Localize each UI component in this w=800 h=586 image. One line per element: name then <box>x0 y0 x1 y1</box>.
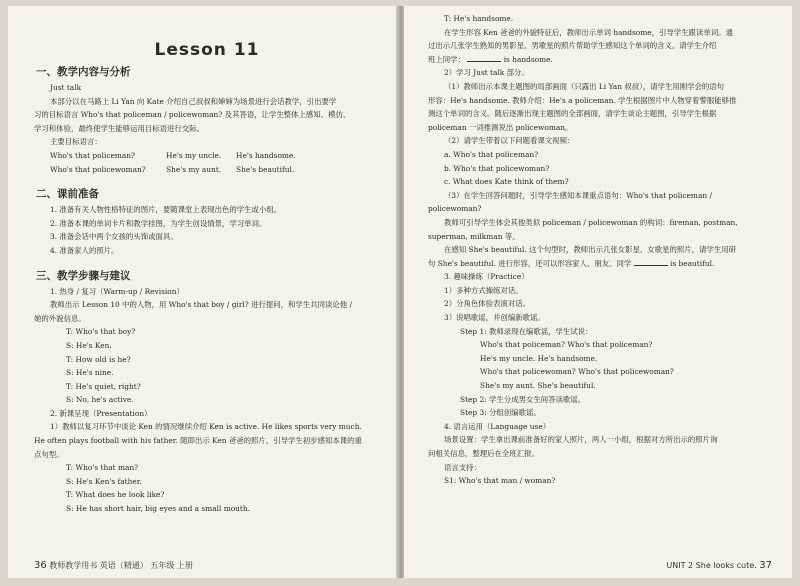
text-line: 在感知 She's beautiful. 这个句型时，教师出示几张女影星、女歌星的照片，请学生用研 <box>444 245 736 255</box>
question-line: a. Who's that policeman? <box>444 149 539 159</box>
target-language-table <box>34 149 380 176</box>
section-heading-prep: 二、课前准备 <box>36 188 99 201</box>
dialog-line: S1: Who's that man / woman? <box>444 476 556 486</box>
text-line: 形容：He's handsome. 教师介绍：He's a policeman. 学生根据图片中人物穿着警服能够推 <box>428 95 737 105</box>
text-fragment: is handsome. <box>503 54 553 64</box>
text-line: 本部分以在马路上 Li Yan 向 Kate 介绍自己叔叔和婶婶为场景进行会话教学，引出要学 <box>50 96 337 106</box>
target-cell: He's handsome. <box>236 150 296 160</box>
text-line: 1. 准备有关人物性格特征的图片，要随课堂上表现出色的学生或小组。 <box>50 205 282 215</box>
text-line: Just talk <box>50 83 82 92</box>
page-footer-right <box>666 560 772 571</box>
text-line: policewoman? <box>428 204 482 214</box>
dialog-line: T: How old is he? <box>66 354 131 364</box>
lesson-title: Lesson 11 <box>154 40 260 60</box>
dialog-line: T: He's handsome. <box>444 14 514 23</box>
left-page <box>8 6 398 578</box>
text-fragment: is beautiful. <box>670 258 715 268</box>
text-line: 教师可引导学生体会其他类似 policeman / policewoman 的构词：fireman, postman, <box>444 217 738 227</box>
text-line: 过出示几张学生熟知的男影星、男歌星的照片帮助学生感知这个单词的含义。请学生介绍 <box>428 41 717 51</box>
text-line: 语言支持： <box>444 462 481 472</box>
text-line: 场景设置：学生拿出课前准备好的家人照片，两人一小组，根据对方所出示的照片询 <box>444 435 718 445</box>
footer-text: 教师教学用书 英语（精通） 五年级 上册 <box>49 561 193 570</box>
dialog-line: T: Who's that boy? <box>66 327 136 337</box>
footer-text: UNIT 2 She looks cute. <box>666 561 757 570</box>
text-line: 3. 趣味操练（Practice） <box>444 272 529 282</box>
dialog-line: S: He's Ken. <box>66 340 112 350</box>
target-cell: She's my aunt. <box>166 164 222 174</box>
dialog-line: S: No, he's active. <box>66 395 134 405</box>
text-line: 2）分角色体验表演对话。 <box>444 299 531 309</box>
text-line <box>428 53 772 67</box>
target-cell: He's my uncle. <box>166 150 222 160</box>
text-line: 2. 新课呈现（Presentation） <box>50 408 152 418</box>
text-line <box>428 257 772 271</box>
fill-blank <box>467 54 501 62</box>
text-line: 2）学习 Just talk 部分。 <box>444 68 529 78</box>
text-line: 她的外貌信息。 <box>34 313 86 323</box>
text-line: He often plays football with his father. 随即出示 Ken 爸爸的照片，引导学生初步感知本课的重 <box>34 436 362 446</box>
text-line: 测这个单词的含义。随后逐渐出现主题图的全部画面，请学生谈论主题图，引导学生根据 <box>428 109 717 119</box>
text-line: 1. 热身 / 复习（Warm-up / Revision） <box>50 286 184 296</box>
fill-blank <box>634 258 668 266</box>
text-line: 主要目标语言： <box>50 137 102 147</box>
text-line: policeman 一词推测说出 policewoman。 <box>428 122 573 132</box>
section-heading-steps: 三、教学步骤与建议 <box>36 269 131 282</box>
text-line: superman, milkman 等。 <box>428 231 520 241</box>
question-line: c. What does Kate think of them? <box>444 177 569 187</box>
chant-line: He's my uncle. He's handsome. <box>480 353 598 363</box>
text-line: Step 1: 教师录现在编歌谣，学生试说： <box>460 326 593 336</box>
text-line: （1）教师出示本课主题图的局部画面（只露出 Li Yan 叔叔），请学生用刚学会的语句 <box>444 81 725 91</box>
chant-line: Who's that policeman? Who's that policeman? <box>480 340 653 350</box>
target-cell: Who's that policeman? <box>50 150 135 160</box>
dialog-line: T: What does he look like? <box>66 490 165 500</box>
chant-line: Who's that policewoman? Who's that policewoman? <box>480 367 674 377</box>
section-heading-content: 一、教学内容与分析 <box>36 66 131 78</box>
text-line: 问相关信息，整理后在全班汇报。 <box>428 449 539 458</box>
question-line: b. Who's that policewoman? <box>444 163 550 173</box>
text-line: 3. 准备会话中两个女孩的头饰或面具。 <box>50 232 178 242</box>
text-line: 4. 准备家人的照片。 <box>50 245 119 255</box>
text-line: 习的目标语言 Who's that policeman / policewoman? 及其答语，让学生整体上感知、模仿、 <box>34 110 351 120</box>
text-line: 教师出示 Lesson 10 中的人物，用 Who's that boy / girl? 进行提问，和学生共同谈论他 / <box>50 300 352 310</box>
text-line: （3）在学生回答问题时，引导学生感知本课重点语句：Who's that policeman / <box>444 190 712 200</box>
page-number: 37 <box>759 560 772 571</box>
text-line: 3）说唱歌谣，并创编新歌谣。 <box>444 313 545 323</box>
text-line: 1）教师以复习环节中谈论 Ken 的情况继续介绍 Ken is active. He likes sports very much. <box>50 422 362 432</box>
text-line: 2. 准备本课的单词卡片和教学挂图，为学生创设情景，学习单词。 <box>50 218 267 228</box>
dialog-line: S: He has short hair, big eyes and a small mouth. <box>66 504 251 514</box>
target-cell: Who's that policewoman? <box>50 164 146 174</box>
text-line: 1）多种方式操练对话。 <box>444 285 523 295</box>
text-line: （2）请学生带着以下问题看课文视频： <box>444 136 575 146</box>
right-page <box>404 6 792 578</box>
text-fragment: 班上同学： <box>428 54 465 64</box>
text-line: Step 2: 学生分成男女生间答读歌谣。 <box>460 394 586 404</box>
chant-line: She's my aunt. She's beautiful. <box>480 381 596 391</box>
target-cell: She's beautiful. <box>236 164 295 174</box>
dialog-line: S: He's nine. <box>66 368 114 378</box>
dialog-line: S: He's Ken's father. <box>66 476 142 486</box>
text-line: 4. 语言运用（Language use） <box>444 421 551 431</box>
text-line: 在学生形容 Ken 爸爸的外貌特征后，教师出示单词 handsome，引导学生跟读单词。通 <box>444 27 733 37</box>
page-footer-left <box>34 560 193 571</box>
page-number: 36 <box>34 560 47 571</box>
text-line: 点句型。 <box>34 449 64 459</box>
text-line: Step 3: 分组创编歌谣。 <box>460 408 541 418</box>
text-line: 学习和体验，最终使学生能够运用目标语进行交际。 <box>34 123 204 133</box>
dialog-line: T: Who's that man? <box>66 463 139 473</box>
text-fragment: 句 She's beautiful. 进行形容，还可以形容家人、朋友、同学 <box>428 258 632 268</box>
dialog-line: T: He's quiet, right? <box>66 381 141 391</box>
